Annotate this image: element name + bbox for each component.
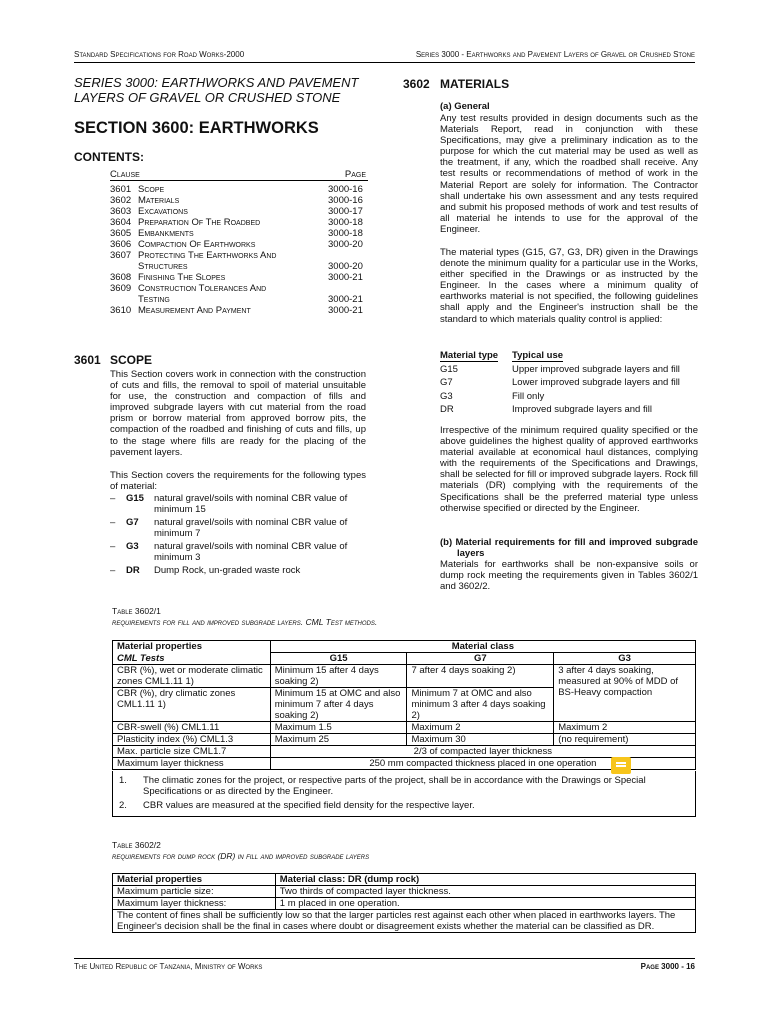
type-use: Lower improved subgrade layers and fill [512,377,680,388]
type-use: Upper improved subgrade layers and fill [512,363,680,375]
table-header-cell: Material class: DR (dump rock) [275,874,695,886]
toc-page: 3000-21 [328,305,363,316]
page-footer [74,958,695,972]
comment-icon[interactable] [611,757,631,774]
toc-item[interactable] [110,272,368,283]
material-code: G15 [126,493,144,504]
table1-caption: requirements for fill and improved subgrade layers. CML Test methods. [112,617,378,627]
note-number: 1. [119,775,127,786]
table-row [113,910,696,933]
toc-item[interactable] [110,217,368,228]
list-item [110,517,372,539]
table-row [113,758,696,770]
materials-title: MATERIALS [440,77,510,91]
table-cell: Max. particle size CML1.7 [113,746,271,758]
toc-col-clause: Clause [110,169,140,180]
materials-para-4: Materials for earthworks shall be non-expansive soils or dump rock meeting the requirements given in Tables 3602/1 and 3602/2. [440,559,698,593]
table-header-cell: Material properties [113,641,271,653]
contents-heading: CONTENTS: [74,150,144,164]
table-cell: Minimum 15 after 4 days soaking 2) [270,665,407,688]
table-cell: (no requirement) [554,734,696,746]
table-3602-2 [112,873,696,933]
toc-num: 3608 [110,272,132,283]
table-3602-1 [112,640,696,770]
toc-item[interactable] [110,305,368,316]
toc-item[interactable] [110,228,368,239]
scope-para-1: This Section covers work in connection with the construction of cuts and fills, the removal to spoil of material unsuitable for use, the construction and compaction of fills and improved subgrade layers with cut material from the road prism or borrow material from approved borrow pits, the compaction of the roadbed and finishing of cuts and fills, up to the stage where fills are ready for the placing of the pavement layers. [110,369,366,458]
table1-notes [112,771,696,817]
table-row [113,886,696,898]
type-code: G3 [440,390,453,402]
toc-page: 3000-16 [328,195,363,206]
table-cell: Minimum 15 at OMC and also minimum 7 after 4 days soaking 2) [270,688,407,722]
type-code: G7 [440,377,453,388]
materials-para-2: The material types (G15, G7, G3, DR) given in the Drawings denote the minimum quality for a particular use in the Works, either specified in the Drawings or as instructed by the Engineer. In the cases where a minimum quality of earthworks material is not specified, the following guidelines shall apply and the Engineer's instruction shall be the standard to which materials quality control is applied: [440,247,698,325]
toc-num: 3609 [110,283,132,294]
table-row [113,722,696,734]
list-item [119,775,689,797]
table-header-cell: CML Tests [113,653,271,665]
toc-item[interactable] [110,195,368,206]
material-code: DR [126,565,140,576]
material-code: G7 [126,517,139,528]
table-header-cell: G7 [407,653,554,665]
table-header-cell: G3 [554,653,696,665]
toc-title: Finishing The Slopes [138,272,226,283]
materials-sub-a: (a) General [440,101,490,112]
toc-page: 3000-21 [328,294,363,305]
scope-heading [74,353,374,367]
header-left: Standard Specifications for Road Works-2000 [74,50,245,59]
table-row [113,653,696,665]
toc-page: 3000-16 [328,184,363,195]
material-type-list [110,493,372,578]
toc-title: Measurement And Payment [138,305,251,316]
table-cell: Two thirds of compacted layer thickness. [275,886,695,898]
toc-num: 3605 [110,228,132,239]
toc-num: 3603 [110,206,132,217]
list-dash: – [110,493,116,504]
toc-item[interactable] [110,283,368,305]
table-cell: Maximum layer thickness: [113,898,276,910]
material-desc: Dump Rock, un-graded waste rock [154,565,301,576]
table-cell: The content of fines shall be sufficiently low so that the larger particles rest against each other when placed in earthworks layers. The Engineer's decision shall be the final in cases where doubt or disagreement exists whether the material can be classified as DR. [113,910,696,933]
table-row [113,734,696,746]
table2-caption: requirements for dump rock (DR) in fill and improved subgrade layers [112,851,370,861]
list-item [440,376,698,390]
note-text: CBR values are measured at the specified field density for the respective layer. [143,800,475,811]
material-desc: natural gravel/soils with nominal CBR value of minimum 7 [154,517,348,539]
table-cell: CBR (%), wet or moderate climatic zones CML1.11 1) [113,665,271,688]
table-cell: 250 mm compacted thickness placed in one operation [270,758,695,770]
table-row [113,665,696,688]
footer-left: The United Republic of Tanzania, Ministry of Works [74,962,263,971]
section-title: SECTION 3600: EARTHWORKS [74,119,319,137]
toc-page: 3000-20 [328,261,363,272]
materials-sub-b: (b) Material requirements for fill and improved subgrade layers [440,537,698,560]
type-use: Fill only [512,390,545,402]
table-cell: CBR-swell (%) CML1.11 [113,722,271,734]
page-header [74,49,695,63]
materials-para-3: Irrespective of the minimum required quality specified or the above guidelines the highest quality of approved earthworks material available at economical haul distances, complying with the requirements of the Specifications and Drawings, shall be selected for fill or improved subgrade layers. Rock fill materials (DR) complying with the requirements of the Specifications shall be the preferred material type unless otherwise specified or directed by the Engineer. [440,425,698,514]
list-dash: – [110,541,116,552]
table-cell: Maximum 2 [407,722,554,734]
table-header-cell: G15 [270,653,407,665]
table2-label: Table 3602/2 [112,840,161,850]
table-cell: Maximum particle size: [113,886,276,898]
toc-page: 3000-21 [328,272,363,283]
material-desc: natural gravel/soils with nominal CBR value of minimum 3 [154,541,348,563]
table-row [113,746,696,758]
col-typical-use: Typical use [512,350,564,361]
page-number: Page 3000 - 16 [640,962,695,971]
toc-page: 3000-18 [328,217,363,228]
list-dash: – [110,565,116,576]
table-cell: 7 after 4 days soaking 2) [407,665,554,688]
toc-item[interactable] [110,239,368,250]
table-row [113,874,696,886]
toc-num: 3604 [110,217,132,228]
toc-title: Embankments [138,228,194,239]
note-number: 2. [119,800,127,811]
toc-title: Construction Tolerances And Testing [138,283,267,305]
material-type-header [440,349,698,363]
table-cell: Maximum 2 [554,722,696,734]
col-material-type: Material type [440,350,499,361]
list-item [119,800,689,811]
table-cell: Minimum 7 at OMC and also minimum 3 after 4 days soaking 2) [407,688,554,722]
table-cell: CBR (%), dry climatic zones CML1.11 1) [113,688,271,722]
scope-title: SCOPE [110,353,153,367]
table-row [113,898,696,910]
table-cell: Maximum layer thickness [113,758,271,770]
toc-title: Preparation Of The Roadbed [138,217,261,228]
materials-number: 3602 [403,77,430,91]
material-type-table [440,349,698,417]
toc-num: 3602 [110,195,132,206]
scope-para-2: This Section covers the requirements for the following types of material: [110,470,366,493]
table-cell: 2/3 of compacted layer thickness [270,746,695,758]
materials-heading [403,77,703,91]
toc-item[interactable] [110,206,368,217]
table-header-cell: Material properties [113,874,276,886]
list-item [110,565,372,576]
table-cell: 3 after 4 days soaking, measured at 90% of MDD of BS-Heavy compaction [554,665,696,722]
table-cell: Maximum 30 [407,734,554,746]
table-cell: Plasticity index (%) CML1.3 [113,734,271,746]
toc-page: 3000-17 [328,206,363,217]
type-use: Improved subgrade layers and fill [512,404,652,415]
table-header-cell: Material class [270,641,695,653]
material-code: G3 [126,541,139,552]
toc-title: Protecting The Earthworks And Structures [138,250,277,272]
toc-header [110,169,368,181]
list-item [440,403,698,417]
toc-num: 3606 [110,239,132,250]
toc-title: Excavations [138,206,188,217]
toc-col-page: Page [344,169,366,180]
type-code: G15 [440,363,458,375]
toc-item[interactable] [110,250,368,272]
table1-label: Table 3602/1 [112,606,161,616]
table-cell: Maximum 25 [270,734,407,746]
series-title: SERIES 3000: EARTHWORKS AND PAVEMENT LAYERS OF GRAVEL OR CRUSHED STONE [74,75,359,105]
toc-page: 3000-18 [328,228,363,239]
table-cell: Maximum 1.5 [270,722,407,734]
toc-num: 3601 [110,184,132,195]
list-item [440,390,698,404]
table-row [113,641,696,653]
list-item [110,541,372,563]
table-of-contents [110,169,368,316]
toc-num: 3610 [110,305,132,316]
scope-number: 3601 [74,353,101,367]
toc-title: Materials [138,195,180,206]
toc-title: Compaction Of Earthworks [138,239,256,250]
table-cell: 1 m placed in one operation. [275,898,695,910]
type-code: DR [440,404,454,415]
list-dash: – [110,517,116,528]
list-item [110,493,372,515]
toc-item[interactable] [110,184,368,195]
material-desc: natural gravel/soils with nominal CBR value of minimum 15 [154,493,348,515]
toc-num: 3607 [110,250,132,261]
toc-page: 3000-20 [328,239,363,250]
toc-title: Scope [138,184,165,195]
materials-para-1: Any test results provided in design documents such as the Materials Report, read in conjunction with these Specifications, may give a preliminary indication as to the purpose for which the cut material may be used as well as the treatment, if any, which the roadbed shall receive. Any test results or recommendations of method of work in the Material Report are solely for information. The Contractor shall undertake his own assessment and any tests required and submit his proposed methods of work and test results of all material he intends to use for the approval of the Engineer. [440,113,698,235]
list-item [440,363,698,377]
header-right: Series 3000 - Earthworks and Pavement Layers of Gravel or Crushed Stone [415,50,695,59]
note-text: The climatic zones for the project, or respective parts of the project, shall be in accordance with the Drawings or Special Specifications or as directed by the Engineer. [143,775,646,797]
